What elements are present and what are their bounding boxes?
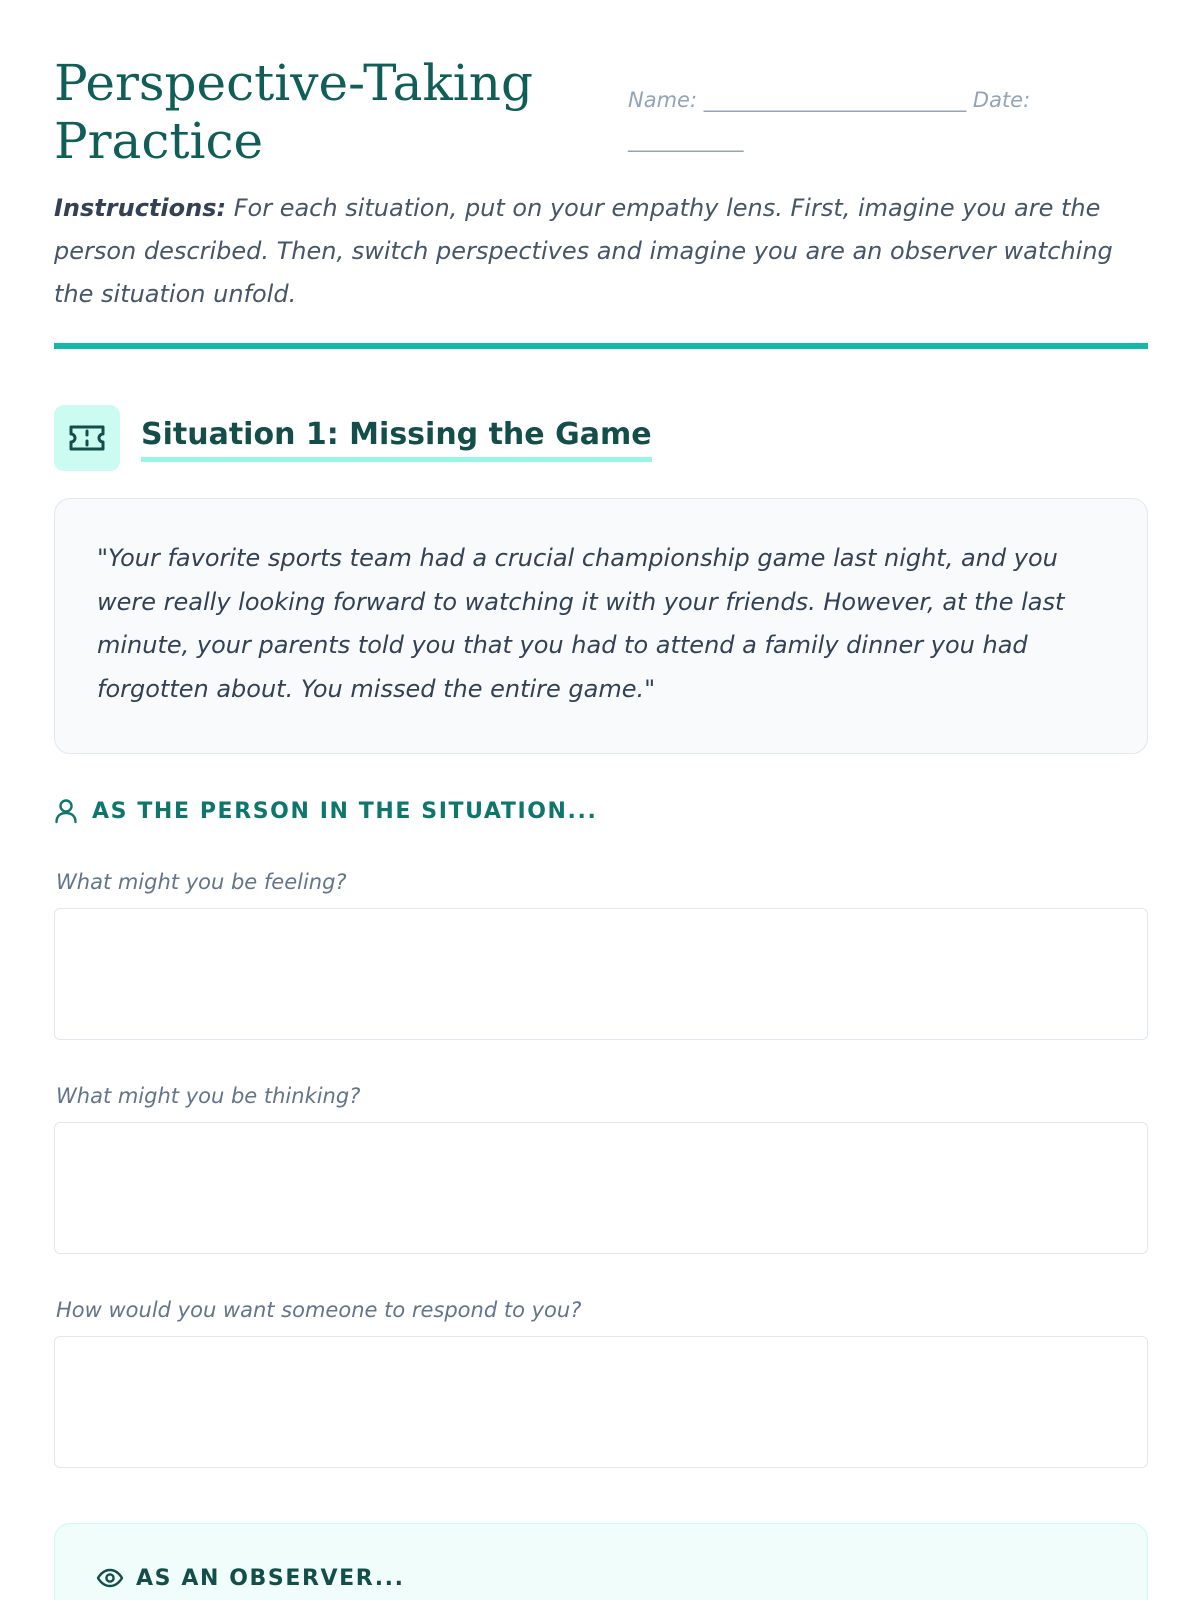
person-section-label: AS THE PERSON IN THE SITUATION... [92, 798, 598, 824]
user-icon [54, 798, 78, 824]
name-date-line [628, 80, 1078, 160]
observer-section-heading [96, 1561, 405, 1595]
page-title [54, 54, 574, 170]
header-divider [54, 343, 1148, 349]
person-section-heading [54, 794, 597, 828]
name-label: Name: [628, 88, 698, 112]
instructions-label: Instructions: [54, 194, 227, 222]
situation-title: Situation 1: Missing the Game [141, 413, 652, 462]
name-blank[interactable]: _________________________ [703, 88, 967, 112]
ticket-icon [68, 424, 106, 452]
question-label-thinking: What might you be thinking? [56, 1084, 361, 1108]
answer-box-thinking[interactable] [54, 1122, 1148, 1254]
page-title-line-1: Perspective-Taking [54, 54, 533, 112]
situation-icon-badge [54, 405, 120, 471]
instructions [54, 187, 1150, 316]
scenario-text: "Your favorite sports team had a crucial championship game last night, and you were really looking forward to watching it with your friends. However, at the last minute, your parents told you that you had to attend a family dinner you had forgotten about. You missed the entire game." [97, 544, 1065, 703]
observer-section-label: AS AN OBSERVER... [136, 1565, 405, 1591]
page-title-line-2: Practice [54, 112, 264, 170]
date-label: Date: [972, 88, 1031, 112]
answer-box-feeling[interactable] [54, 908, 1148, 1040]
answer-box-respond[interactable] [54, 1336, 1148, 1468]
question-label-feeling: What might you be feeling? [56, 870, 347, 894]
eye-icon [96, 1568, 124, 1588]
question-label-respond: How would you want someone to respond to you? [56, 1298, 582, 1322]
instructions-text: For each situation, put on your empathy lens. First, imagine you are the person described. Then, switch perspectives and imagine you are an observer watching the situation unfold. [54, 194, 1113, 308]
scenario-box [54, 498, 1148, 754]
date-blank[interactable]: ___________ [628, 128, 744, 152]
